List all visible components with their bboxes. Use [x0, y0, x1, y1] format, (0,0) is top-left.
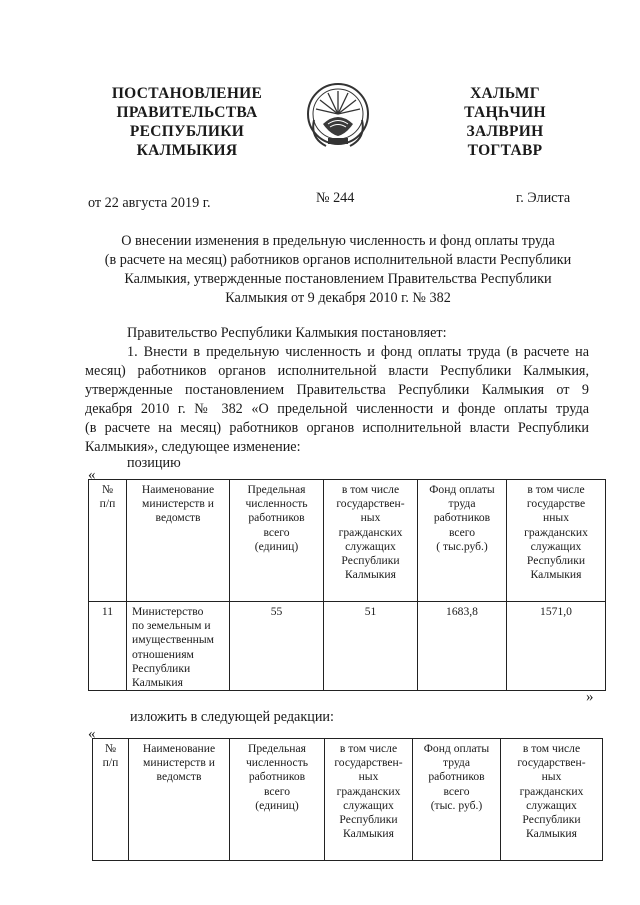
- title-line: Калмыкия от 9 декабря 2010 г. № 382: [225, 290, 451, 306]
- table-header-row: [89, 480, 606, 602]
- header-left-line: ПРАВИТЕЛЬСТВА: [116, 104, 258, 121]
- para-line: (в расчете на месяц) работников органов исполнительной власти Республики: [85, 420, 589, 436]
- document-date: от 22 августа 2019 г.: [88, 195, 211, 211]
- emblem-icon: [306, 80, 370, 154]
- document-title: [80, 232, 596, 308]
- position-word: позицию: [127, 455, 181, 471]
- header-cell-fund: Фонд оплаты труда работников всего (тыс. руб.): [413, 739, 501, 861]
- header-right-line: ТОГТАВР: [467, 142, 543, 159]
- cell-fund-civil: 1571,0: [507, 602, 606, 691]
- header-left: [92, 84, 282, 160]
- table-header-row: [93, 739, 603, 861]
- header-cell-fund-civil: в том числе государствен- ных гражданских служащих Республики Калмыкия: [501, 739, 603, 861]
- title-line: (в расчете на месяц) работников органов исполнительной власти Республики: [104, 252, 572, 268]
- cell-fund: 1683,8: [418, 602, 507, 691]
- cell-total: 55: [230, 602, 324, 691]
- cell-num: 11: [89, 602, 127, 691]
- title-line: Калмыкия, утвержденные постановлением Правительства Республики: [124, 271, 552, 287]
- header-left-line: КАЛМЫКИЯ: [136, 142, 238, 159]
- header-cell-num: № п/п: [93, 739, 129, 861]
- cell-name: Министерство по земельным и имущественным отношениям Республики Калмыкия: [127, 602, 230, 691]
- document-place: г. Элиста: [516, 190, 571, 206]
- intro-text: Правительство Республики Калмыкия постановляет:: [127, 325, 447, 341]
- title-line: О внесении изменения в предельную численность и фонд оплаты труда: [121, 233, 555, 249]
- header-cell-civil: в том числе государствен- ных гражданских служащих Республики Калмыкия: [324, 480, 418, 602]
- para-line: 1. Внести в предельную численность и фонд оплаты труда (в расчете на: [127, 344, 589, 360]
- table-row: [89, 602, 606, 691]
- header-cell-name: Наименование министерств и ведомств: [127, 480, 230, 602]
- cell-civil: 51: [324, 602, 418, 691]
- header-left-line: ПОСТАНОВЛЕНИЕ: [111, 85, 263, 102]
- table-current: [88, 479, 606, 691]
- open-quote: «: [88, 467, 96, 483]
- header-cell-civil: в том числе государствен- ных гражданских служащих Республики Калмыкия: [325, 739, 413, 861]
- header-right: [420, 84, 590, 160]
- header-right-line: ЗАЛВРИН: [466, 123, 544, 140]
- open-quote-2: «: [88, 726, 96, 742]
- table-new: [92, 738, 603, 861]
- header-cell-fund: Фонд оплаты труда работников всего ( тыс.руб.): [418, 480, 507, 602]
- header-cell-total: Предельная численность работников всего (единиц): [230, 739, 325, 861]
- para-line: Калмыкия», следующее изменение:: [85, 439, 301, 455]
- header-cell-total: Предельная численность работников всего (единиц): [230, 480, 324, 602]
- para-line: месяц) работников органов исполнительной власти Республики Калмыкия,: [85, 363, 589, 379]
- para-line: утвержденные постановлением Правительства Республики Калмыкия от 9: [85, 382, 589, 398]
- header-right-line: ТАҢҺЧИН: [464, 104, 546, 121]
- close-quote: »: [586, 689, 594, 705]
- document-number: № 244: [316, 190, 355, 206]
- replace-text: изложить в следующей редакции:: [130, 709, 334, 725]
- header-left-line: РЕСПУБЛИКИ: [129, 123, 245, 140]
- para-line: декабря 2010 г. № 382 «О предельной численности и фонде оплаты труда: [85, 401, 589, 417]
- header-cell-fund-civil: в том числе государстве нных гражданских служащих Республики Калмыкия: [507, 480, 606, 602]
- header-cell-name: Наименование министерств и ведомств: [129, 739, 230, 861]
- header-right-line: ХАЛЬМГ: [470, 85, 540, 102]
- header-cell-num: № п/п: [89, 480, 127, 602]
